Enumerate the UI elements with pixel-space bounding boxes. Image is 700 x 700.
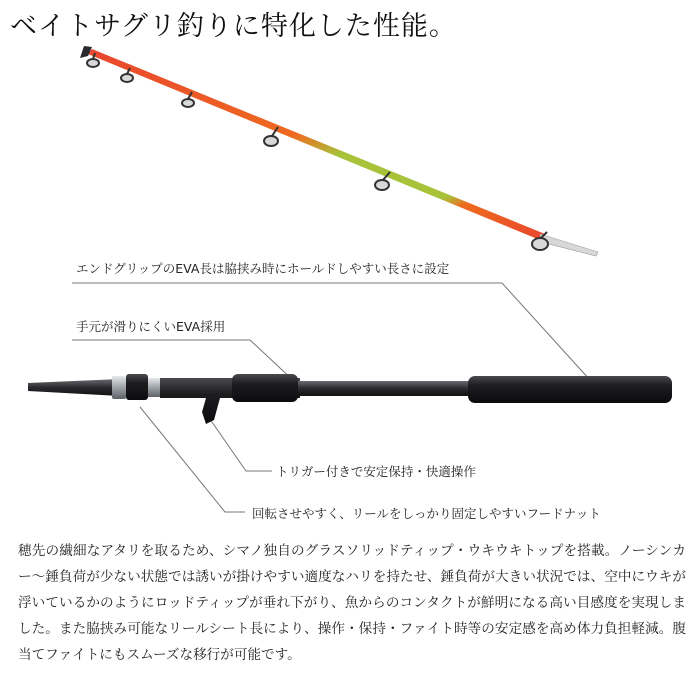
- leader-line-hood-nut: [140, 407, 245, 512]
- reel-seat-collar: [126, 374, 148, 400]
- end-grip: [468, 376, 672, 403]
- page-title: ベイトサグリ釣りに特化した性能。: [10, 11, 457, 42]
- callout-trigger: トリガー付きで安定保持・快適操作: [276, 464, 476, 479]
- rear-blank: [298, 381, 470, 396]
- hood-nut: [112, 376, 126, 399]
- leader-line-trigger: [205, 412, 272, 471]
- callout-end-grip: エンドグリップのEVA長は脇挟み時にホールドしやすい長さに設定: [76, 261, 450, 276]
- tip-blank: [88, 49, 545, 240]
- rod-guides: [87, 53, 548, 250]
- rod-tip: [80, 46, 598, 256]
- reel-seat-metal: [148, 378, 160, 397]
- callout-hand-grip: 手元が滑りにくいEVA採用: [76, 319, 226, 334]
- fore-grip: [232, 374, 298, 402]
- rod-butt: [28, 374, 672, 424]
- butt-blank: [28, 379, 120, 396]
- callout-hood-nut: 回転させやすく、リールをしっかり固定しやすいフードナット: [252, 506, 601, 521]
- guide-ring-icon: [264, 127, 278, 146]
- product-description: 穂先の繊細なアタリを取るため、シマノ独自のグラスソリッドティップ・ウキウキトップを搭載。ノーシンカー～錘負荷が少ない状態では誘いが掛けやすい適度なハリを持たせ、錘負荷が大きい状況では、空中にウキが浮いているかのようにロッドティップが垂れ下がり、魚からのコンタクトが鮮明になる高い目感度を実現しました。また脇挟み可能なリールシート長により、操作・保持・ファイト時等の安定感を高め体力負担軽減。腹当てファイトにもスムーズな移行が可能です。: [18, 543, 686, 663]
